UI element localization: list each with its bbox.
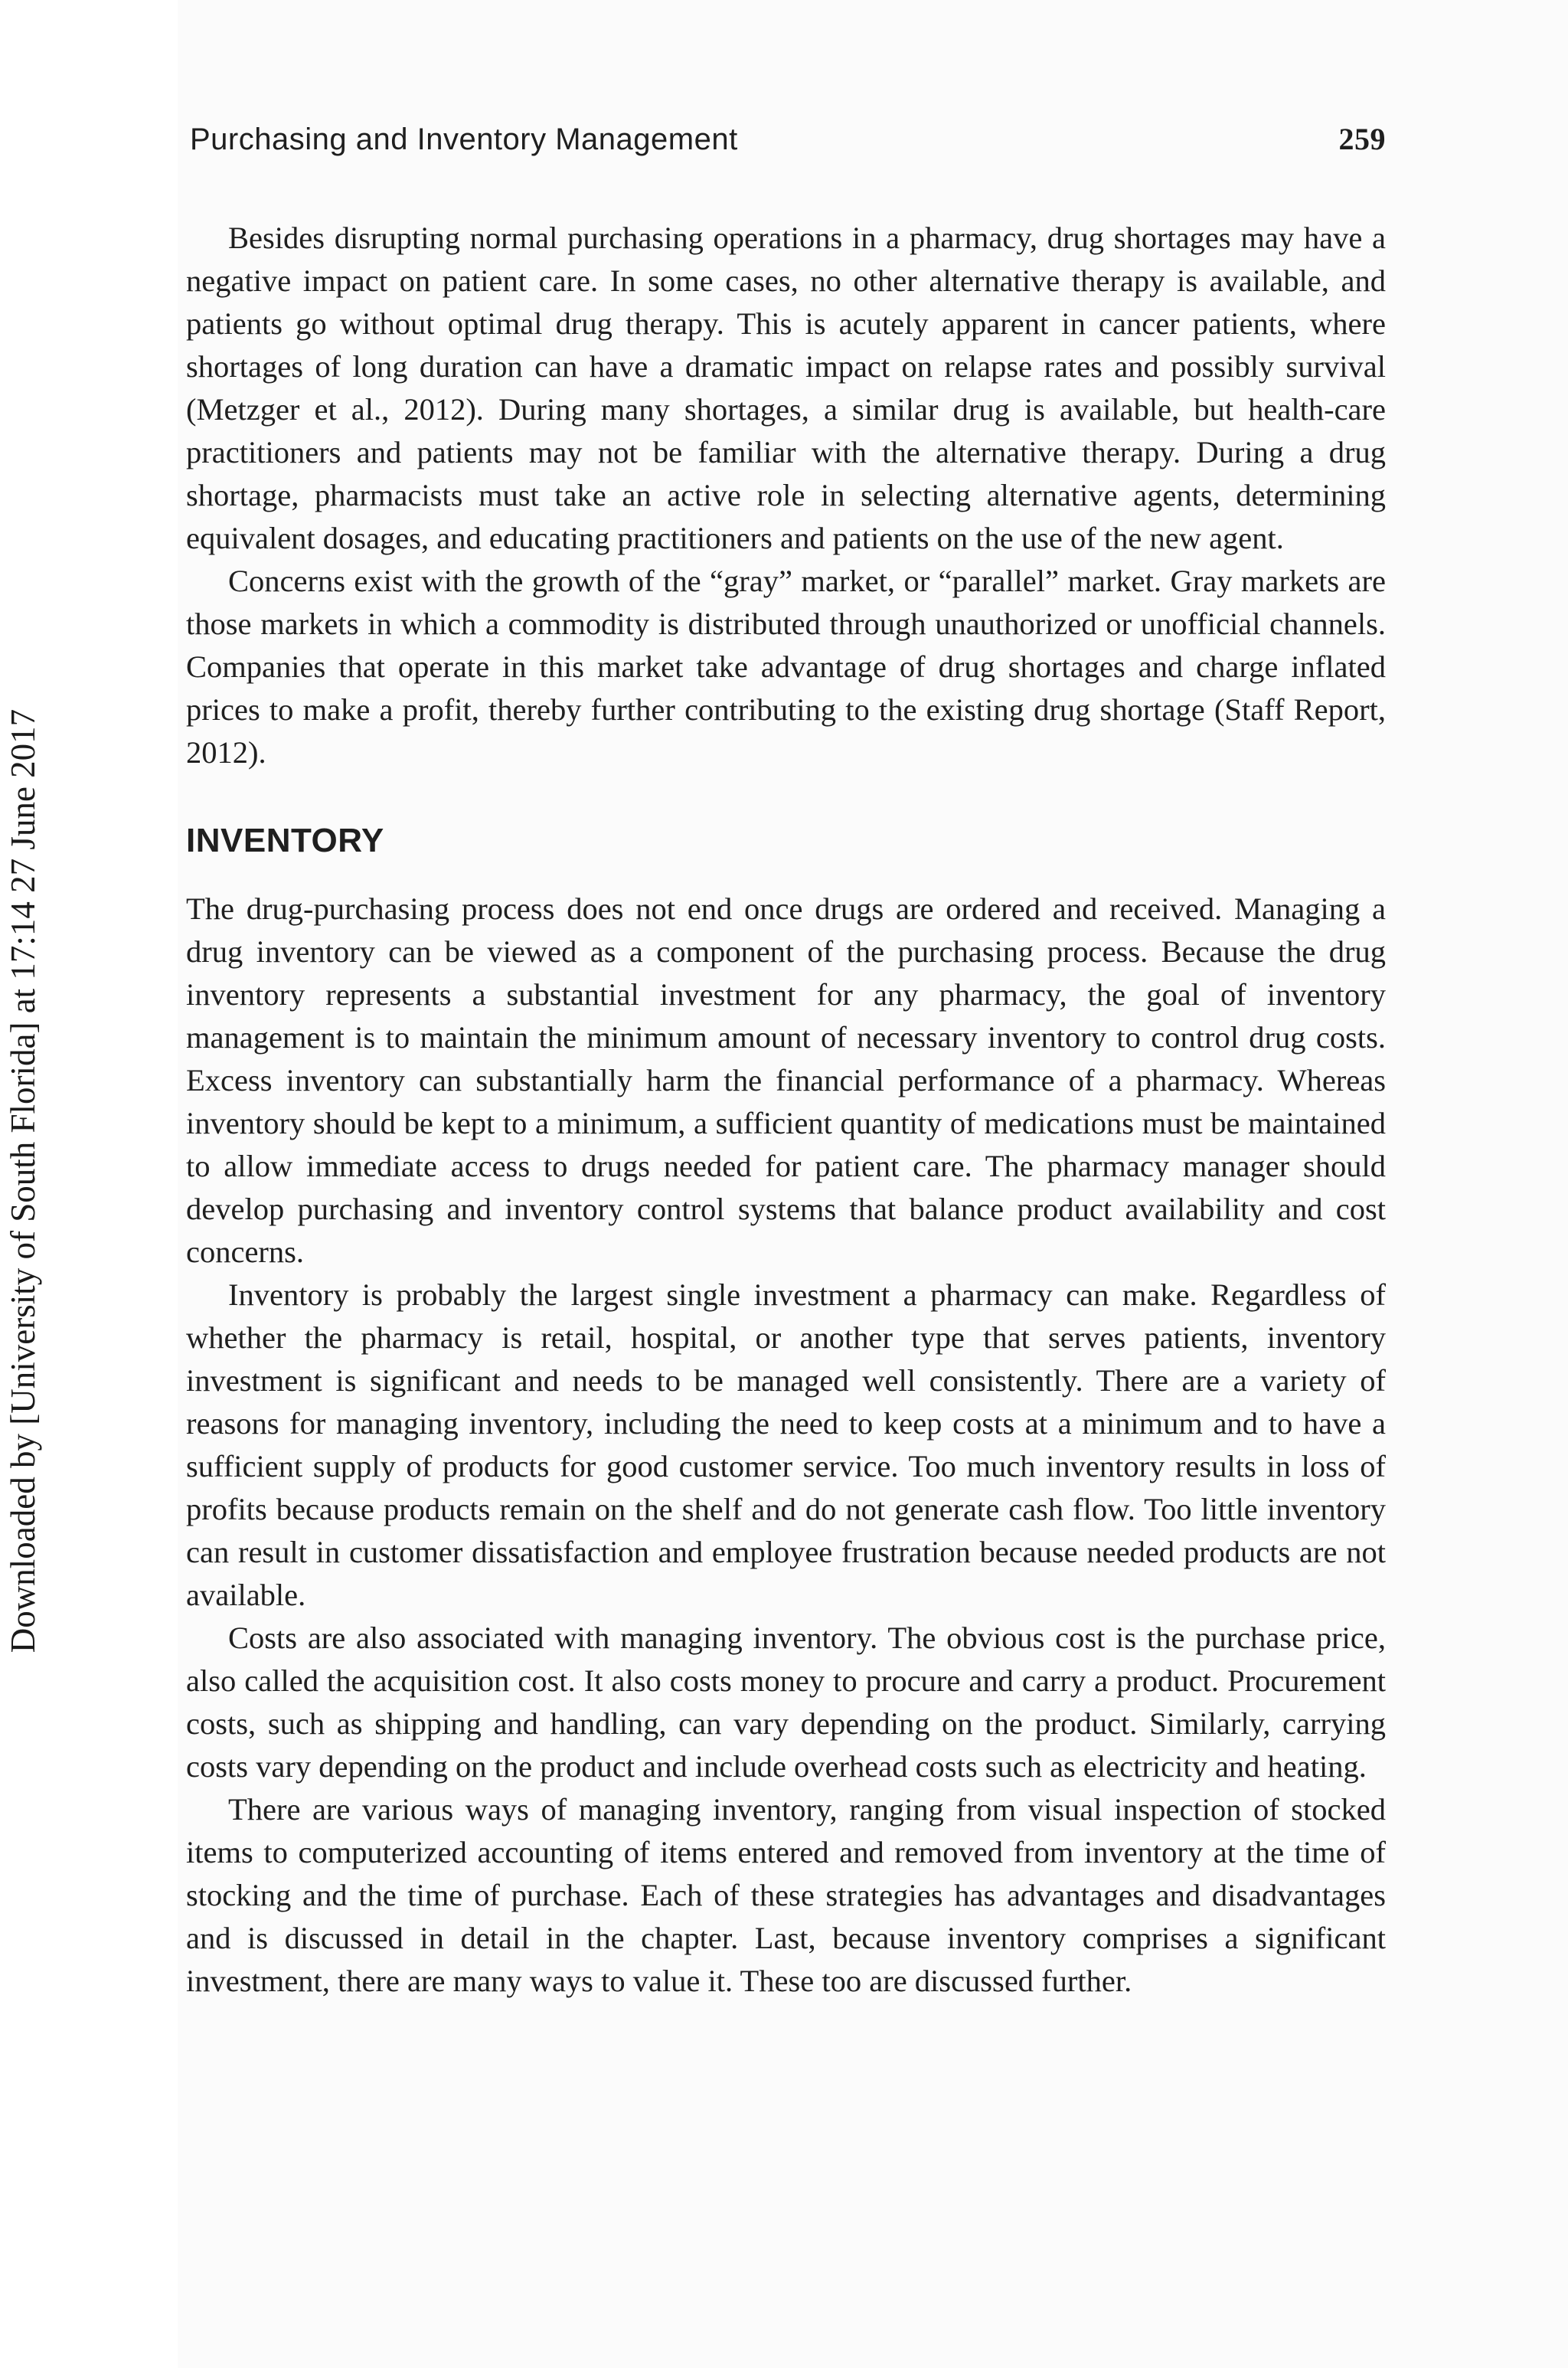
body-text — [186, 217, 1386, 2003]
page-number: 259 — [1338, 122, 1386, 156]
paragraph-drug-shortage-impact: Besides disrupting normal purchasing operations in a pharmacy, drug shortages may have a negative impact on patient care. In some cases, no other alternative therapy is available, and patients go without optimal drug therapy. This is acutely apparent in cancer patients, where shortages of long duration can have a dramatic impact on relapse rates and possibly survival (Metzger et al., 2012). During many shortages, a similar drug is available, but health-care practitioners and patients may not be familiar with the alternative therapy. During a drug shortage, pharmacists must take an active role in selecting alternative agents, determining equivalent dosages, and educating practitioners and patients on the use of the new agent. — [186, 221, 1386, 555]
download-watermark: Downloaded by [University of South Florida] at 17:14 27 June 2017 — [4, 708, 42, 1653]
running-header — [190, 119, 1386, 159]
paragraph-gray-market: Concerns exist with the growth of the “gray” market, or “parallel” market. Gray markets are those markets in which a commodity is distributed through unauthorized or unofficial channels. Companies that operate in this market take advantage of drug shortages and charge inflated prices to make a profit, thereby further contributing to the existing drug shortage (Staff Report, 2012). — [186, 564, 1386, 770]
paragraph-inventory-costs: Costs are also associated with managing inventory. The obvious cost is the purchase price, also called the acquisition cost. It also costs money to procure and carry a product. Procurement costs, such as shipping and handling, can vary depending on the product. Similarly, carrying costs vary depending on the product and include overhead costs such as electricity and heating. — [186, 1621, 1386, 1784]
paragraph-inventory-intro: The drug-purchasing process does not end once drugs are ordered and received. Managing a drug inventory can be viewed as a component of the purchasing process. Because the drug inventory represents a substantial investment for any pharmacy, the goal of inventory management is to maintain the minimum amount of necessary inventory to control drug costs. Excess inventory can substantially harm the financial performance of a pharmacy. Whereas inventory should be kept to a minimum, a sufficient quantity of medications must be maintained to allow immediate access to drugs needed for patient care. The pharmacy manager should develop purchasing and inventory control systems that balance product availability and cost concerns. — [186, 891, 1386, 1269]
running-title: Purchasing and Inventory Management — [190, 123, 738, 156]
paragraph-inventory-investment: Inventory is probably the largest single investment a pharmacy can make. Regardless of whether the pharmacy is retail, hospital, or another type that serves patients, inventory investment is significant and needs to be managed well consistently. There are a variety of reasons for managing inventory, including the need to keep costs at a minimum and to have a sufficient supply of products for good customer service. Too much inventory results in loss of profits because products remain on the shelf and do not generate cash flow. Too little inventory can result in customer dissatisfaction and employee frustration because needed products are not available. — [186, 1277, 1386, 1612]
section-heading-inventory: INVENTORY — [186, 822, 384, 859]
paragraph-inventory-methods: There are various ways of managing inventory, ranging from visual inspection of stocked items to computerized accounting of items entered and removed from inventory at the time of stocking and the time of purchase. Each of these strategies has advantages and disadvantages and is discussed in detail in the chapter. Last, because inventory comprises a significant investment, there are many ways to value it. These too are discussed further. — [186, 1792, 1386, 1998]
